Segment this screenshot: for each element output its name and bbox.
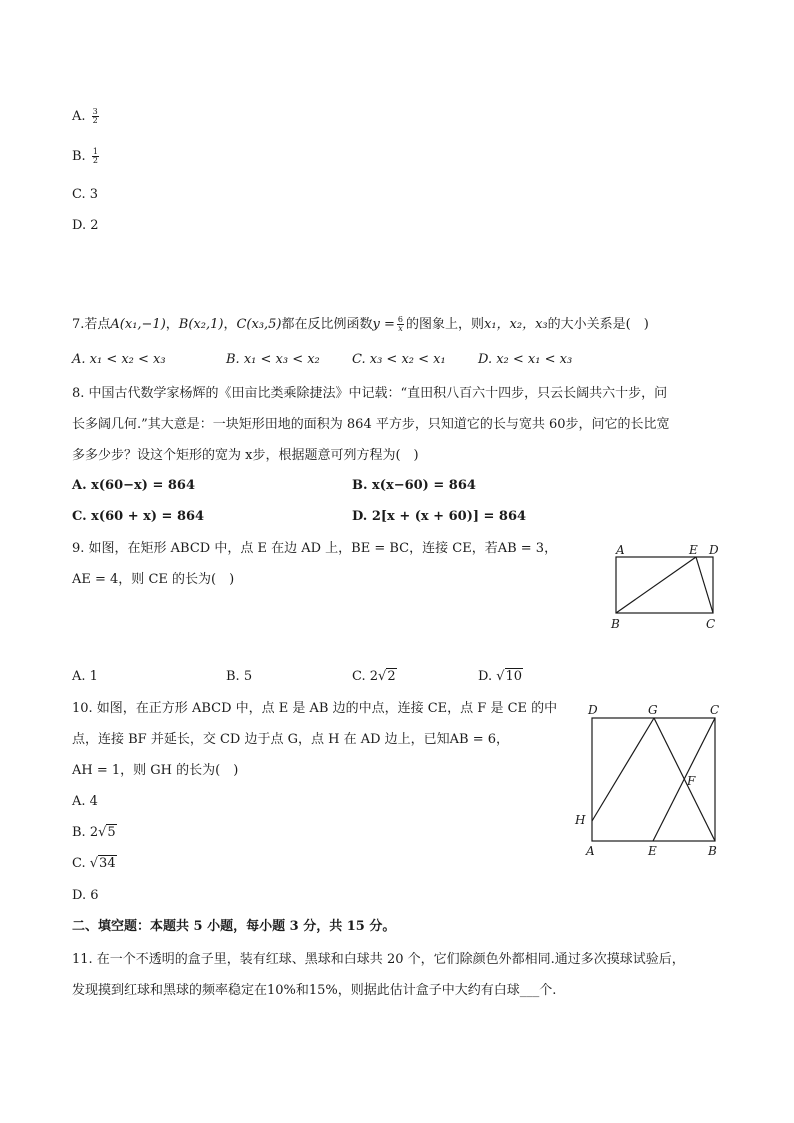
q10-figure (572, 700, 732, 862)
label-h: H (575, 813, 586, 827)
q9-option-d: D. √10 (478, 669, 523, 684)
segment-be (616, 557, 696, 613)
label-d: D (588, 703, 598, 717)
fraction-numerator: 3 (92, 107, 98, 116)
q8-option-b: B. x(x−60) = 864 (352, 478, 476, 493)
q6-option-d: D. 2 (72, 218, 99, 233)
q6-option-c: C. 3 (72, 187, 99, 202)
point-b: B(x₂,1) (178, 317, 224, 332)
q9-option-b: B. 5 (226, 669, 253, 684)
q10-option-a: A. 4 (72, 794, 98, 809)
q9-figure (606, 540, 728, 634)
fraction-numerator: 1 (92, 147, 98, 156)
q9-option-d-pre: D. (478, 669, 497, 684)
q7-post: 的图象上，则 (406, 317, 485, 332)
q10-line1: 10. 如图，在正方形 ABCD 中，点 E 是 AB 边的中点，连接 CE，点 F 是 CE 的中 (72, 701, 558, 716)
fraction-numerator: 6 (397, 315, 403, 324)
label-a: A (616, 543, 625, 557)
q7-vars: x₁，x₂，x₃ (484, 317, 548, 332)
point-a: A(x₁,−1) (110, 317, 166, 332)
q8-line1: 8. 中国古代数学家杨辉的《田亩比类乘除捷法》中记载：“直田积八百六十四步，只云长阔共六十步，问 (72, 386, 668, 401)
fraction-denominator: 2 (92, 156, 98, 165)
q11-line2: 发现摸到红球和黑球的频率稳定在10%和15%，则据此估计盒子中大约有白球___个. (72, 983, 557, 998)
q8-option-c: C. x(60 + x) = 864 (72, 509, 205, 524)
q10-line2: 点，连接 BF 并延长，交 CD 边于点 G，点 H 在 AD 边上，已知AB = 6， (72, 732, 510, 747)
square-abcd (592, 718, 715, 841)
q9-options (72, 669, 712, 687)
q8-option-a: A. x(60−x) = 864 (72, 478, 196, 493)
q10-option-c: C. √34 (72, 856, 116, 871)
q11-line1: 11. 在一个不透明的盒子里，装有红球、黑球和白球共 20 个，它们除颜色外都相同.通过多次摸球试验后， (72, 952, 685, 967)
q7-option-d: D. x₂ < x₁ < x₃ (478, 352, 573, 367)
q7-option-b: B. x₁ < x₃ < x₂ (226, 352, 320, 367)
section-heading: 二、填空题：本题共 5 小题，每小题 3 分，共 15 分。 (72, 919, 396, 934)
label-e: E (648, 844, 657, 858)
q7-sep1: ， (165, 317, 179, 332)
q7-stem-pre: 7.若点 (72, 317, 111, 332)
q9-line1: 9. 如图，在矩形 ABCD 中，点 E 在边 AD 上，BE = BC，连接 CE，若AB = 3， (72, 541, 558, 556)
fraction (92, 148, 99, 165)
fraction (397, 316, 404, 333)
q10-line3: AH = 1，则 GH 的长为( ) (72, 763, 239, 778)
option-label: B. (72, 149, 86, 164)
radicand: 2 (387, 669, 396, 684)
radicand: 34 (99, 856, 116, 871)
q10-option-b: B. 2√5 (72, 825, 116, 840)
fraction-denominator: 2 (92, 116, 98, 125)
q10-option-d: D. 6 (72, 888, 99, 903)
func-y: y = (372, 317, 395, 332)
label-g: G (648, 703, 658, 717)
label-b: B (708, 844, 717, 858)
q9-option-c: C. 2√2 (352, 669, 396, 684)
label-e: E (689, 543, 698, 557)
fraction (92, 108, 99, 125)
q7-stem (72, 316, 649, 334)
q10-option-c-pre: C. (72, 856, 90, 871)
q8-line3: 多多少步？设这个矩形的宽为 x步，根据题意可列方程为( ) (72, 448, 419, 463)
radicand: 5 (107, 825, 116, 840)
q7-sep2: ， (223, 317, 237, 332)
q9-option-a: A. 1 (72, 669, 98, 684)
q6-option-b (72, 148, 101, 166)
label-c: C (710, 703, 720, 717)
q6-option-a (72, 108, 101, 126)
fraction-denominator: x (398, 324, 403, 333)
label-a: A (586, 844, 595, 858)
q7-options (72, 352, 712, 370)
q9-option-c-pre: C. 2 (352, 669, 379, 684)
radicand: 10 (505, 669, 523, 684)
option-label: A. (72, 109, 86, 124)
label-d: D (709, 543, 719, 557)
segment-gh (592, 718, 654, 821)
q10-option-b-pre: B. 2 (72, 825, 99, 840)
q8-line2: 长多阔几何.”其大意是：一块矩形田地的面积为 864 平方步，只知道它的长与宽共 60步，问它的长比宽 (72, 417, 670, 432)
label-f: F (687, 774, 696, 788)
label-b: B (611, 617, 620, 631)
q7-end: 的大小关系是( ) (547, 317, 649, 332)
segment-ce (696, 557, 713, 613)
q8-options-row1 (72, 478, 712, 496)
label-c: C (706, 617, 716, 631)
q8-options-row2 (72, 509, 712, 527)
q9-line2: AE = 4，则 CE 的长为( ) (72, 572, 235, 587)
point-c: C(x₃,5) (236, 317, 282, 332)
q8-option-d: D. 2[x + (x + 60)] = 864 (352, 509, 527, 524)
q7-option-a: A. x₁ < x₂ < x₃ (72, 352, 166, 367)
q7-option-c: C. x₃ < x₂ < x₁ (352, 352, 446, 367)
q7-mid: 都在反比例函数 (281, 317, 373, 332)
